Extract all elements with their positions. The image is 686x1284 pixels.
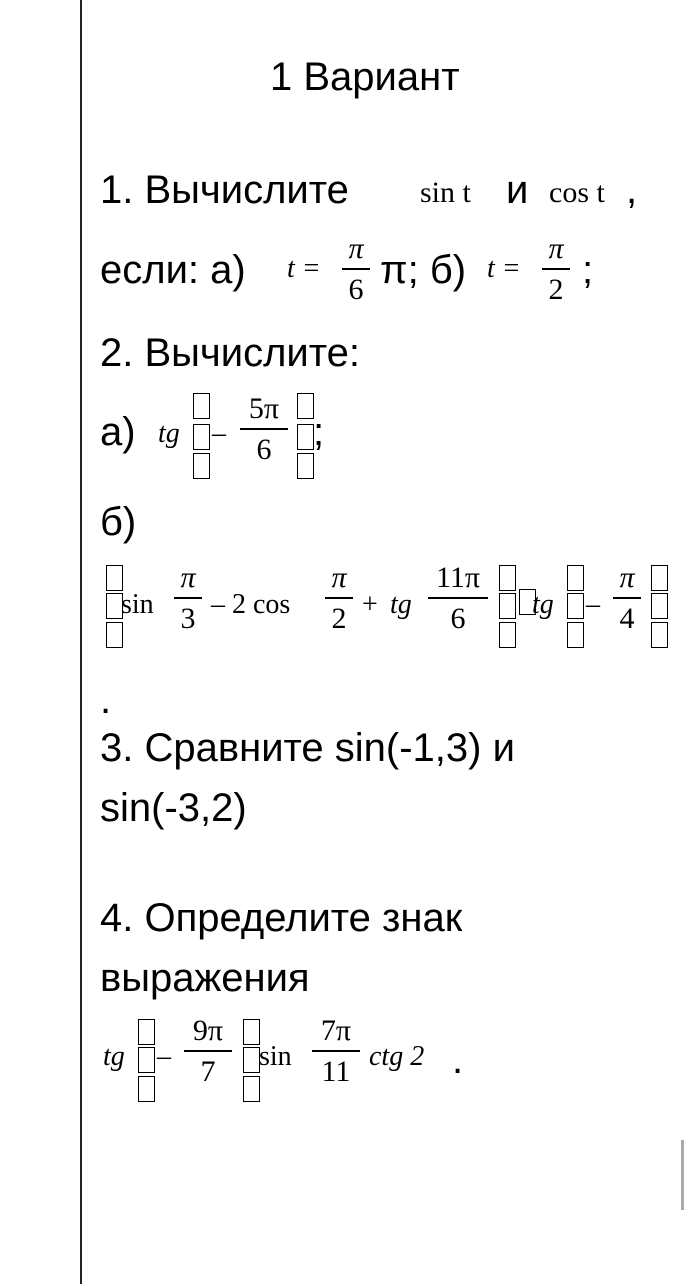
frac-den: 3 [180,602,196,635]
frac-bar [428,597,488,599]
task1-cos-t: cos t [549,176,605,209]
task2a-minus: – [212,418,226,449]
task2b-frac-pi4 [613,563,641,634]
task1-and: и [506,168,529,212]
frac-bar [312,1050,360,1052]
task1-semicolon: ; [582,248,594,292]
task2a-frac [240,394,288,465]
bracket-placeholder [567,593,584,619]
bracket-placeholder [106,565,123,591]
bracket-placeholder [193,393,210,419]
task4-sin: sin [259,1041,292,1072]
bracket-placeholder [499,565,516,591]
bracket-placeholder [138,1076,155,1102]
task4-line1: 4. Определите знак [100,896,463,940]
frac-num [240,394,288,424]
frac-bar [240,428,288,430]
task2b-minus: – [586,589,600,620]
frac-den: 6 [450,602,466,635]
frac-bar [184,1050,232,1052]
bracket-placeholder [138,1019,155,1045]
left-margin-line [80,0,82,1284]
bracket-placeholder [651,565,668,591]
bracket-placeholder [651,593,668,619]
task4-minus: – [157,1041,171,1072]
bracket-placeholder [297,393,314,419]
task1-sin-t: sin t [420,176,471,209]
task3-line1: 3. Сравните sin(-1,3) и [100,726,515,770]
task1-frac-b [542,234,570,305]
frac-num: 11π [435,561,481,594]
frac-num-text: 5π [248,392,280,425]
bracket-placeholder [193,453,210,479]
frac-num: π [548,232,564,265]
task4-dot: . [452,1038,464,1082]
task2b-sin: sin [121,589,154,620]
task1-comma: , [626,168,638,212]
task4-frac-9pi7 [184,1016,232,1087]
bracket-placeholder [243,1076,260,1102]
frac-den: 6 [348,273,364,306]
task2b-dot: . [100,678,112,722]
task2-a-label: а) [100,410,136,454]
frac-den: 6 [256,433,272,466]
task4-frac-7pi11 [312,1016,360,1087]
task2b-tg-2: tg [532,589,554,620]
frac-den: 7 [200,1055,216,1088]
task4-tg: tg [103,1041,125,1072]
task2b-frac-pi2 [325,563,353,634]
frac-bar [613,597,641,599]
bracket-placeholder [193,424,210,450]
task2b-minus-2cos: – 2 cos [211,589,291,620]
task2-b-label: б) [100,500,137,544]
task2a-tg: tg [158,418,180,449]
task1-if-a: если: а) [100,248,246,292]
task1-lead: 1. Вычислите [100,168,349,212]
task1-pi-b: π; б) [380,248,467,292]
bracket-placeholder [297,424,314,450]
task1-frac-a [342,234,370,305]
bracket-placeholder [243,1047,260,1073]
frac-den: 2 [331,602,347,635]
frac-num: π [331,561,347,594]
frac-bar [325,597,353,599]
task2b-frac-pi3 [174,563,202,634]
task1-t-eq-2: t = [487,253,521,284]
frac-num: π [348,232,364,265]
frac-bar [342,268,370,270]
task2b-tg: tg [390,589,412,620]
bracket-placeholder [138,1047,155,1073]
frac-den: 4 [619,602,635,635]
frac-den: 2 [548,273,564,306]
frac-den: 11 [321,1055,351,1088]
right-edge-mark [681,1140,684,1210]
bracket-placeholder [243,1019,260,1045]
task3-line2: sin(-3,2) [100,786,247,830]
bracket-placeholder [567,622,584,648]
frac-num: 7π [320,1014,352,1047]
frac-num: 9π [192,1014,224,1047]
frac-num: π [619,561,635,594]
bracket-placeholder [297,453,314,479]
bracket-placeholder [567,565,584,591]
task4-ctg2: ctg 2 [369,1041,425,1072]
bracket-placeholder [106,622,123,648]
task2a-semicolon: ; [313,410,325,454]
bracket-placeholder [499,593,516,619]
frac-num: π [180,561,196,594]
frac-bar [542,268,570,270]
task1-t-eq: t = [287,253,321,284]
bracket-placeholder [651,622,668,648]
frac-bar [174,597,202,599]
task2-lead: 2. Вычислите: [100,331,360,375]
bracket-placeholder [499,622,516,648]
task2b-frac-11pi6 [428,563,488,634]
page-title: 1 Вариант [270,55,460,99]
task2b-plus: + [362,589,378,620]
task4-line2: выражения [100,956,310,1000]
